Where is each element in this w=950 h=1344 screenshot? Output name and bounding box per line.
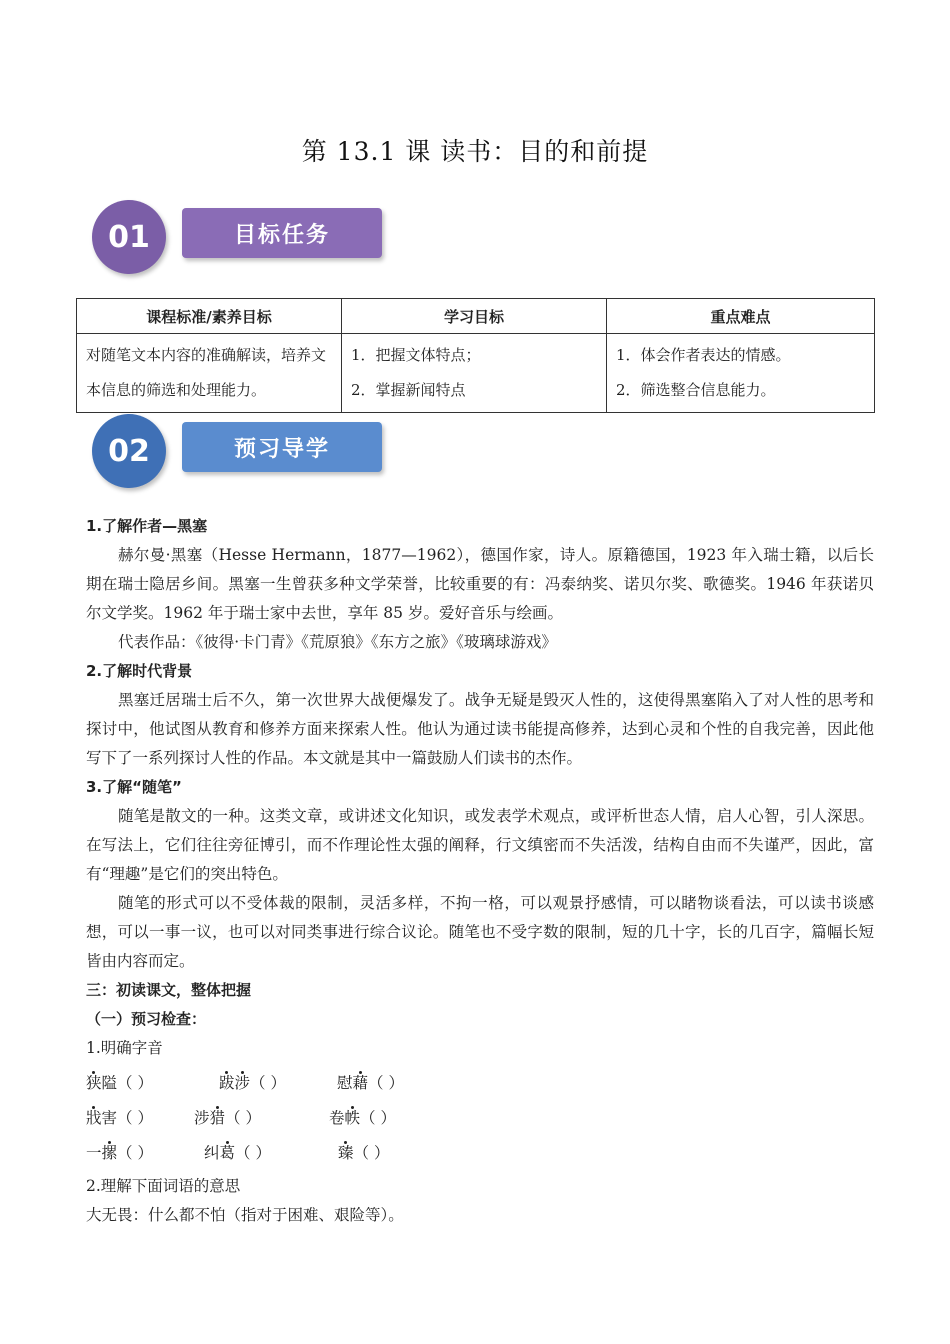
- paragraph: 代表作品：《彼得·卡门青》《荒原狼》《东方之旅》《玻璃球游戏》: [118, 633, 557, 651]
- list-item: 2．掌握新闻特点: [351, 381, 466, 399]
- banner-number: 02: [92, 414, 166, 488]
- document-body: [86, 512, 874, 1230]
- goals-table: [76, 298, 875, 413]
- paragraph: 赫尔曼·黑塞（Hesse Hermann，1877—1962），德国作家，诗人。原籍德国，1923 年入瑞士籍，以后长期在瑞士隐居乡间。黑塞一生曾获多种文学荣誉，比较重要的有：冯泰纳奖、诺贝尔奖、歌德奖。1946 年获诺贝尔文学奖。1962 年于瑞士家中去世，享年 85 岁。爱好音乐与绘画。: [86, 546, 874, 622]
- pronunciation-item: 臻（ ）: [338, 1144, 390, 1162]
- pronunciation-item: 戕害（ ）: [86, 1109, 153, 1127]
- table-header: 学习目标: [342, 299, 607, 334]
- section-banner-preview: [92, 414, 392, 486]
- section-heading: 2.了解时代背景: [86, 662, 193, 680]
- section-heading: 三：初读课文，整体把握: [86, 981, 252, 999]
- definition-item: 大无畏：什么都不怕（指对于困难、艰险等）。: [86, 1206, 404, 1224]
- pronunciation-item: 涉猎（ ）: [194, 1109, 261, 1127]
- pronunciation-item: 狭隘（ ）: [86, 1074, 153, 1092]
- paragraph: 黑塞迁居瑞士后不久，第一次世界大战便爆发了。战争无疑是毁灭人性的，这使得黑塞陷入了对人性的思考和探讨中，他试图从教育和修养方面来探索人性。他认为通过读书能提高修养，达到心灵和个性的自我完善，因此他写下了一系列探讨人性的作品。本文就是其中一篇鼓励人们读书的杰作。: [86, 691, 874, 767]
- pronunciation-item: 一摞（ ）: [86, 1144, 153, 1162]
- table-header: 重点难点: [607, 299, 875, 334]
- list-item: 1．体会作者表达的情感。: [616, 346, 791, 364]
- sub-heading: （一）预习检查：: [86, 1010, 207, 1028]
- pronunciation-item: 纠葛（ ）: [204, 1144, 271, 1162]
- pronunciation-row: [86, 1098, 874, 1133]
- question-label: 1.明确字音: [86, 1039, 163, 1057]
- paragraph: 随笔的形式可以不受体裁的限制，灵活多样，不拘一格，可以观景抒感情，可以睹物谈看法，可以读书谈感想，可以一事一议，也可以对同类事进行综合议论。随笔也不受字数的限制，短的几十字，长的几百字，篇幅长短皆由内容而定。: [86, 894, 874, 970]
- pronunciation-item: 慰藉（ ）: [337, 1074, 404, 1092]
- pronunciation-item: 跋涉（ ）: [219, 1074, 286, 1092]
- table-cell: [607, 334, 875, 413]
- table-cell: 对随笔文本内容的准确解读，培养文本信息的筛选和处理能力。: [77, 334, 342, 413]
- section-heading: 3.了解“随笔”: [86, 778, 182, 796]
- list-item: 1．把握文体特点；: [351, 346, 481, 364]
- table-cell: [342, 334, 607, 413]
- banner-label: 预习导学: [182, 422, 382, 472]
- section-banner-goals: [92, 200, 392, 272]
- section-heading: 1.了解作者—黑塞: [86, 517, 208, 535]
- table-header: 课程标准/素养目标: [77, 299, 342, 334]
- pronunciation-row: [86, 1063, 874, 1098]
- banner-number: 01: [92, 200, 166, 274]
- question-label: 2.理解下面词语的意思: [86, 1177, 241, 1195]
- pronunciation-item: 卷帙（ ）: [329, 1109, 396, 1127]
- list-item: 2．筛选整合信息能力。: [616, 381, 776, 399]
- page-title: 第 13.1 课 读书：目的和前提: [301, 137, 649, 166]
- banner-label: 目标任务: [182, 208, 382, 258]
- paragraph: 随笔是散文的一种。这类文章，或讲述文化知识，或发表学术观点，或评析世态人情，启人心智，引人深思。在写法上，它们往往旁征博引，而不作理论性太强的阐释，行文缜密而不失活泼，结构自由而不失谨严，因此，富有“理趣”是它们的突出特色。: [86, 807, 874, 883]
- pronunciation-row: [86, 1133, 874, 1168]
